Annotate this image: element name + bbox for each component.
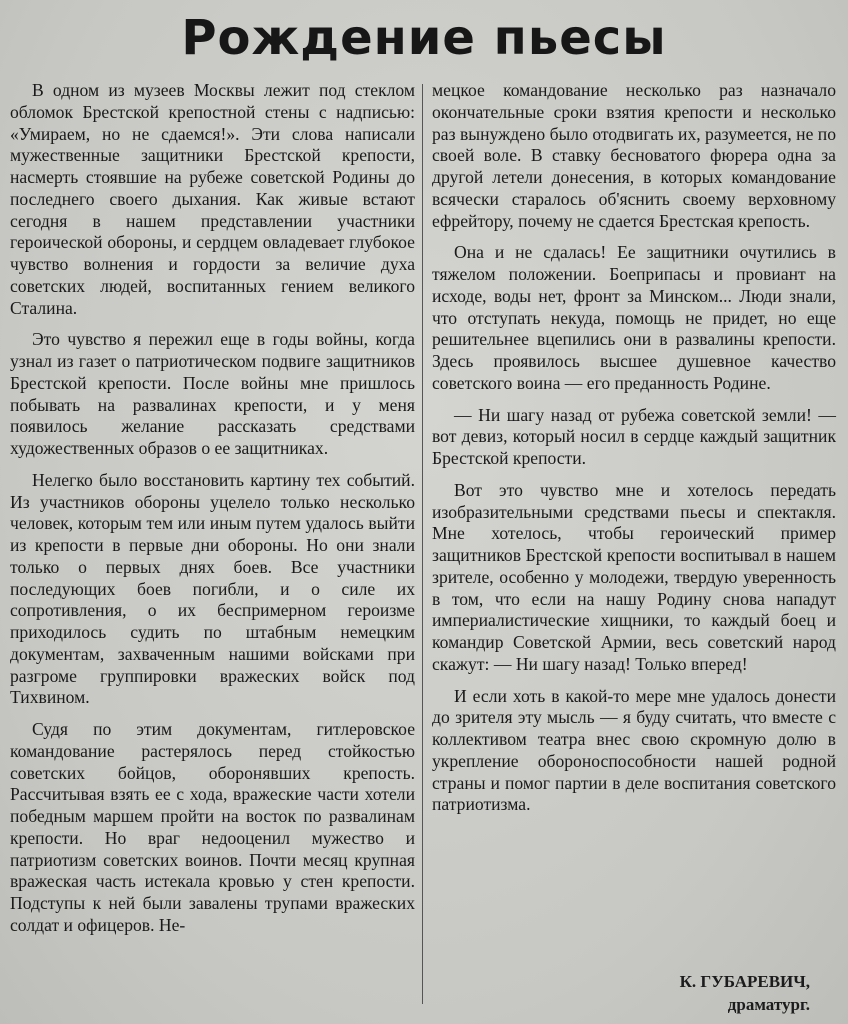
paragraph: Она и не сдалась! Ее защитники очутились в тяжелом положении. Боеприпасы и провиант на исходе, воды нет, фронт за Минском... Люди знали, что отступать некуда, помощь не придет, но еще решительнее вцепились они в развалины крепости. Здесь проявилось высшее душевное качество советского воина — его преданность Родине. bbox=[432, 242, 836, 393]
paragraph: В одном из музеев Москвы лежит под стеклом обломок Брестской крепостной стены с надписью: «Умираем, но не сдаемся!». Эти слова написали мужественные защитники Брестской крепости, насмерть стоявшие на рубеже советской Родины до последнего своего дыхания. Как живые встают сегодня в нашем представлении участники героической обороны, и сердцем овладевает глубокое чувство волнения и гордости за величие духа советских людей, воспитанных гением великого Сталина. bbox=[10, 80, 415, 318]
article-title: Рождение пьесы bbox=[181, 10, 667, 66]
byline bbox=[680, 970, 810, 1016]
paragraph: Нелегко было восстановить картину тех событий. Из участников обороны уцелело только несколько человек, которым тем или иным путем удалось выйти из крепости в первые дни обороны. Но они знали только о первых днях боев. Все участники последующих боев погибли, и о силе их сопротивления, о их беспримерном героизме приходилось судить по штабным немецким документам, захваченным нашими войсками при разгроме группировки вражеских войск под Тихвином. bbox=[10, 469, 415, 708]
column-divider bbox=[422, 84, 423, 1004]
paragraph: — Ни шагу назад от рубежа советской земли! — вот девиз, который носил в сердце каждый защитник Брестской крепости. bbox=[432, 404, 836, 468]
left-column bbox=[10, 80, 415, 947]
paragraph: И если хоть в какой-то мере мне удалось донести до зрителя эту мысль — я буду считать, что вместе с коллективом театра внес свою скромную долю в укрепление обороноспособности нашей родной страны и помог партии в деле воспитания советского патриотизма. bbox=[432, 685, 836, 815]
paragraph-continuation: мецкое командование несколько раз назначало окончательные сроки взятия крепости и несколько раз вынуждено было отодвигать их, разумеется, не по своей воле. В ставку бесноватого фюрера одна за другой летели донесения, в которых командование всячески старалось об'яснить своему верховному ефрейтору, почему не сдается Брестская крепость. bbox=[432, 80, 836, 231]
paragraph: Это чувство я пережил еще в годы войны, когда узнал из газет о патриотическом подвиге защитников Брестской крепости. После войны мне пришлось побывать на развалинах крепости, и у меня появилось желание рассказать средствами художественных образов о ее защитниках. bbox=[10, 329, 415, 458]
author-role: драматург. bbox=[727, 995, 810, 1014]
paragraph: Судя по этим документам, гитлеровское командование растерялось перед стойкостью советских бойцов, оборонявших крепость. Рассчитывая взять ее с хода, вражеские части хотели победным маршем пройти на восток по развалинам крепости. Но враг недооценил мужество и патриотизм советских воинов. Почти месяц крупная вражеская часть истекала кровью у стен крепости. Подступы к ней были завалены трупами вражеских солдат и офицеров. Не- bbox=[10, 719, 415, 935]
right-column bbox=[432, 80, 836, 826]
paragraph: Вот это чувство мне и хотелось передать изобразительными средствами пьесы и спектакля. Мне хотелось, чтобы героический пример защитников Брестской крепости воспитывал в нашем зрителе, особенно у молодежи, твердую уверенность в том, что если на нашу Родину снова нападут империалистические хищники, то каждый боец и командир Советской Армии, весь советский народ скажут: — Ни шагу назад! Только вперед! bbox=[432, 479, 836, 674]
author-name: К. ГУБАРЕВИЧ, bbox=[679, 972, 810, 991]
